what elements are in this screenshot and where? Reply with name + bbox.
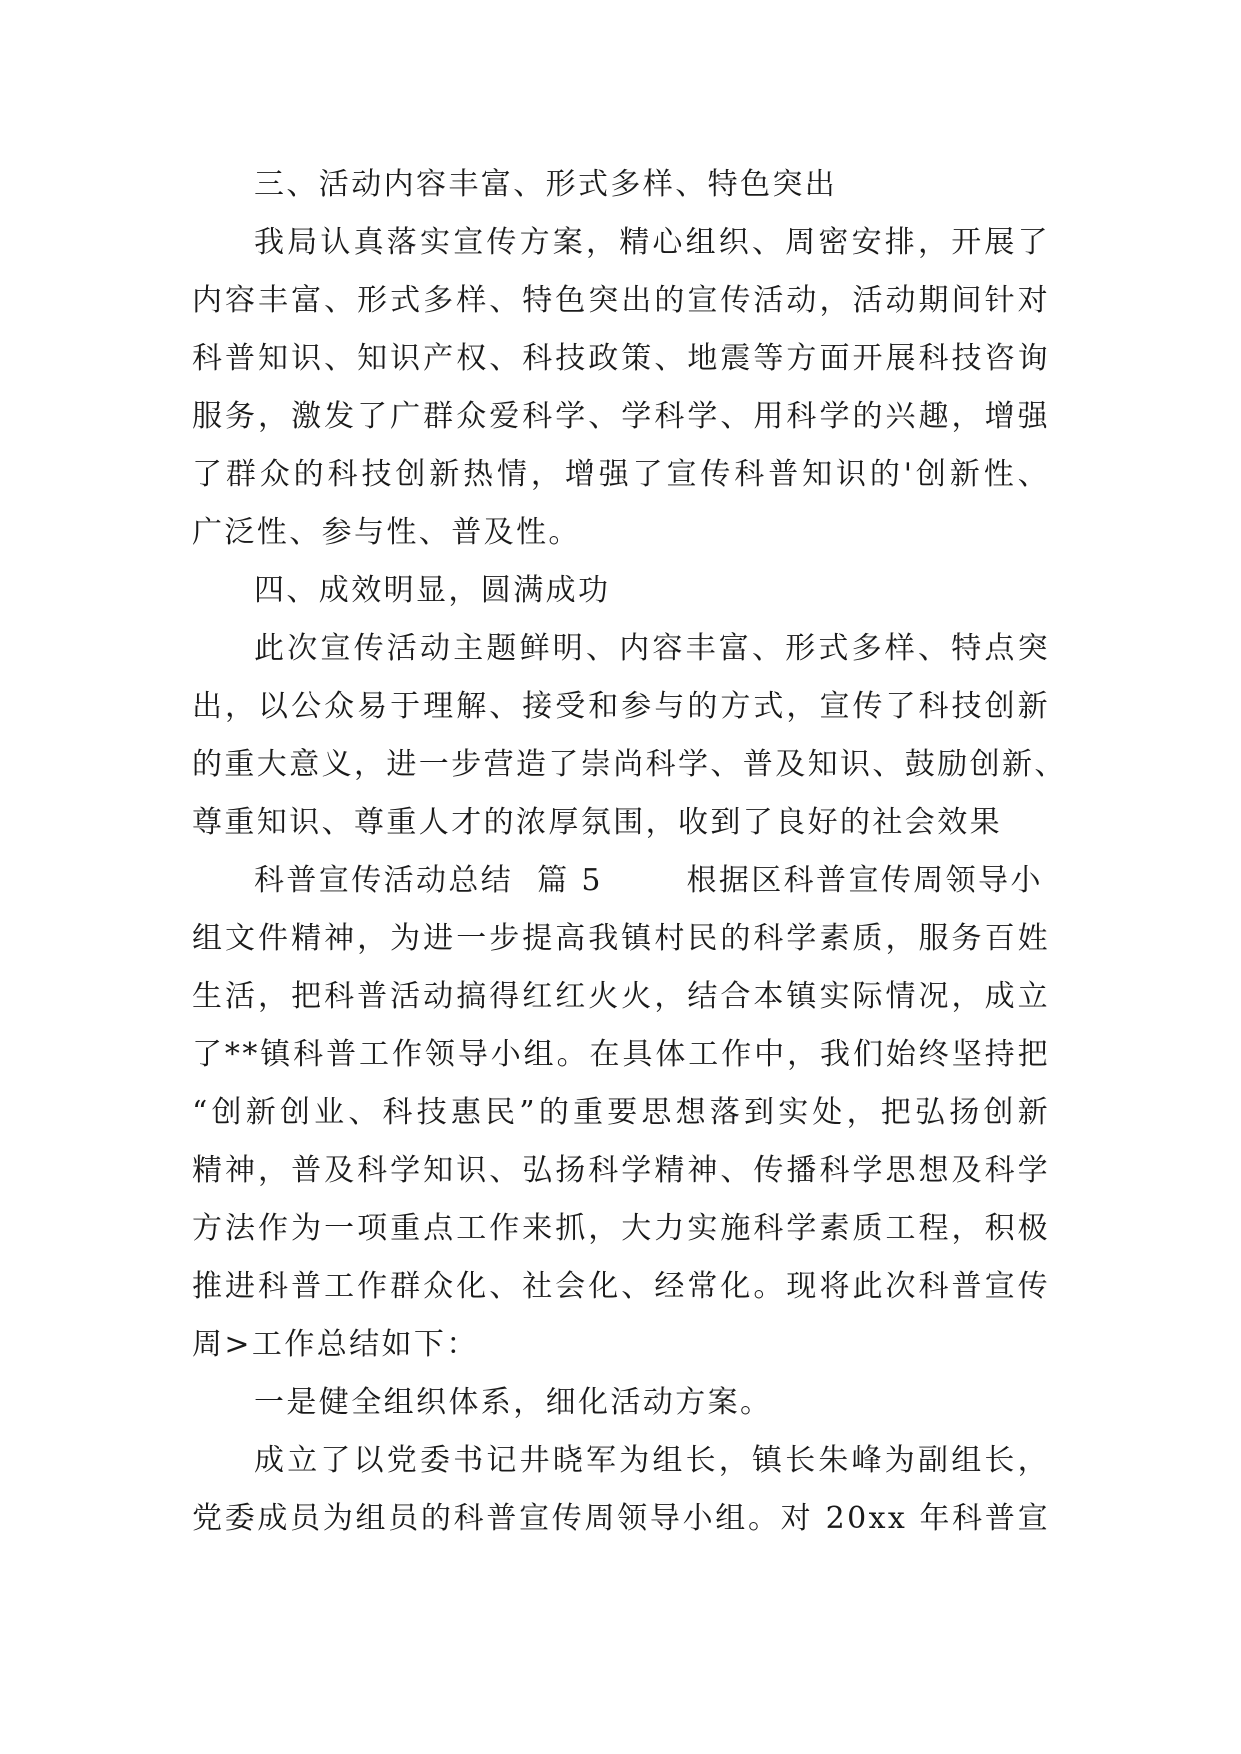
paragraph-line: 此次宣传活动主题鲜明、内容丰富、形式多样、特点突 [254,631,1050,666]
section-heading-4: 四、成效明显，圆满成功 [254,573,611,608]
paragraph-line: 尊重知识、尊重人才的浓厚氛围，收到了良好的社会效果 [192,805,1002,840]
paragraph-line: 服务，激发了广群众爱科学、学科学、用科学的兴趣，增强 [192,399,1050,434]
paragraph-line: 了**镇科普工作领导小组。在具体工作中，我们始终坚持把 [192,1037,1050,1072]
paragraph-line: “创新创业、科技惠民”的重要思想落到实处，把弘扬创新 [192,1095,1050,1130]
section-heading-3: 三、活动内容丰富、形式多样、特色突出 [254,167,838,202]
paragraph-line: 的重大意义，进一步营造了崇尚科学、普及知识、鼓励创新、 [192,747,1067,782]
paragraph-line: 周>工作总结如下： [192,1327,479,1362]
paragraph-line: 党委成员为组员的科普宣传周领导小组。对 20xx 年科普宣 [192,1501,1050,1536]
paragraph-line: 生活，把科普活动搞得红红火火，结合本镇实际情况，成立 [192,979,1050,1014]
article-title-line: 科普宣传活动总结 篇 5 根据区科普宣传周领导小 [254,863,1043,898]
document-body [192,156,1067,1548]
paragraph-line: 出，以公众易于理解、接受和参与的方式，宣传了科技创新 [192,689,1050,724]
paragraph-line: 成立了以党委书记井晓军为组长，镇长朱峰为副组长， [254,1443,1050,1478]
paragraph-line: 推进科普工作群众化、社会化、经常化。现将此次科普宣传 [192,1269,1050,1304]
paragraph-line: 我局认真落实宣传方案，精心组织、周密安排，开展了 [254,225,1050,260]
paragraph-line: 方法作为一项重点工作来抓，大力实施科学素质工程，积极 [192,1211,1050,1246]
paragraph-line: 组文件精神，为进一步提高我镇村民的科学素质，服务百姓 [192,921,1050,956]
paragraph-line: 广泛性、参与性、普及性。 [192,515,581,550]
paragraph-line: 内容丰富、形式多样、特色突出的宣传活动，活动期间针对 [192,283,1050,318]
paragraph-line: 了群众的科技创新热情，增强了宣传科普知识的'创新性、 [192,457,1050,492]
paragraph-line: 科普知识、知识产权、科技政策、地震等方面开展科技咨询 [192,341,1050,376]
paragraph-line: 精神，普及科学知识、弘扬科学精神、传播科学思想及科学 [192,1153,1050,1188]
subheading-line: 一是健全组织体系，细化活动方案。 [254,1385,773,1420]
